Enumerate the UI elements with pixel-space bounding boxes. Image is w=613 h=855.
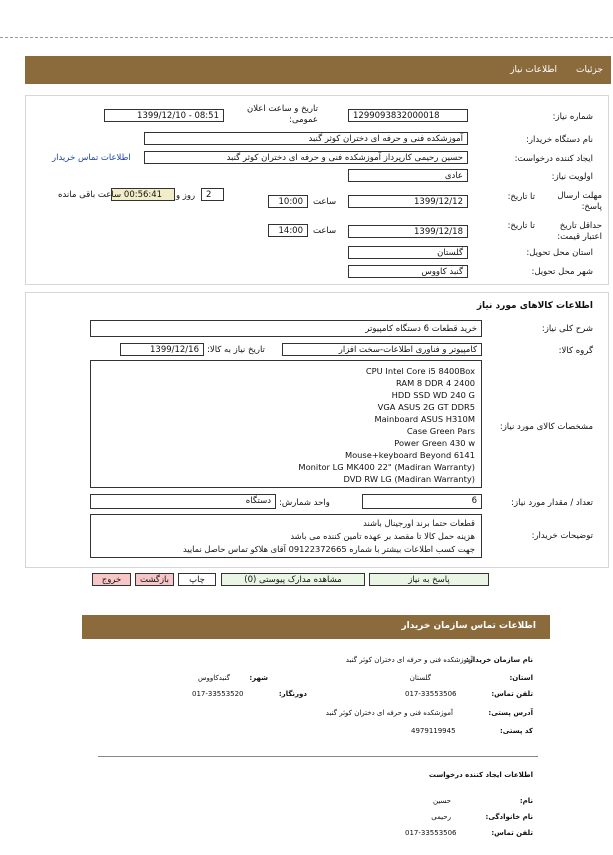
unit-field: دستگاه bbox=[90, 494, 276, 509]
tab-details[interactable]: جزئیات bbox=[576, 65, 603, 75]
validity-time-field: 14:00 bbox=[268, 224, 308, 237]
contact-org-value: آموزشکده فنی و حرفه ای دختران کوثر گنبد bbox=[345, 656, 473, 664]
need-date-field: 1399/12/16 bbox=[120, 343, 204, 356]
deadline-time-field: 10:00 bbox=[268, 195, 308, 208]
deadline-to-date-label: تا تاریخ: bbox=[507, 192, 535, 202]
countdown-field: 00:56:41 bbox=[111, 188, 175, 201]
creator-info-title: اطلاعات ایجاد کننده درخواست bbox=[428, 771, 533, 779]
contact-divider bbox=[98, 756, 538, 757]
priority-field: عادی bbox=[348, 169, 468, 182]
attachments-button[interactable]: مشاهده مدارک پیوستی (0) bbox=[221, 573, 365, 586]
contact-postal-label: کد پستی: bbox=[499, 727, 533, 735]
remaining-label-top: ساعت باقی مانده bbox=[58, 190, 122, 200]
spec-field bbox=[90, 360, 482, 488]
need-date-label: تاریخ نیاز به کالا: bbox=[207, 345, 265, 355]
notes-line: جهت کسب اطلاعات بیشتر با شماره 09122372665 آقای هلاکو تماس حاصل نمایید bbox=[182, 544, 475, 554]
top-divider bbox=[0, 37, 613, 38]
contact-address-label: آدرس پستی: bbox=[488, 709, 533, 717]
print-button[interactable]: چاپ bbox=[178, 573, 216, 586]
summary-field: خرید قطعات 6 دستگاه کامپیوتر bbox=[90, 320, 482, 337]
contact-city-label: شهر: bbox=[249, 674, 268, 682]
notes-label: توضیحات خریدار: bbox=[531, 531, 593, 541]
qty-label: تعداد / مقدار مورد نیاز: bbox=[511, 498, 593, 508]
contact-panel-header bbox=[82, 615, 550, 639]
contact-city-value: گنبدکاووس bbox=[197, 674, 230, 682]
creator-last-name-label: نام خانوادگی: bbox=[485, 813, 533, 821]
need-number-field: 1299093832000018 bbox=[348, 109, 468, 122]
exit-button[interactable]: خروج bbox=[92, 573, 131, 586]
buyer-org-label: نام دستگاه خریدار: bbox=[526, 135, 593, 145]
spec-line: HDD SSD WD 240 G bbox=[391, 390, 475, 400]
deadline-time-label: ساعت bbox=[313, 197, 337, 207]
announce-date-field: 1399/12/10 - 08:51 bbox=[104, 109, 224, 122]
spec-label: مشخصات کالای مورد نیاز: bbox=[499, 422, 593, 432]
deadline-date-field: 1399/12/12 bbox=[348, 195, 468, 208]
contact-address-value: آموزشکده فنی و حرفه ای دختران کوثر گنبد bbox=[325, 709, 453, 717]
days-remaining-field: 2 bbox=[201, 188, 224, 201]
announce-date-label: تاریخ و ساعت اعلان عمومی: bbox=[246, 104, 318, 125]
spec-line: Mainboard ASUS H310M bbox=[374, 414, 475, 424]
notes-line: قطعات حتما برند اورجینال باشند bbox=[363, 518, 475, 528]
notes-line: هزینه حمل کالا تا مقصد بر عهده تامین کننده می باشد bbox=[290, 531, 475, 541]
spec-line: Mouse+keyboard Beyond 6141 bbox=[344, 450, 475, 460]
goods-section-title: اطلاعات کالاهای مورد نیاز bbox=[476, 301, 593, 311]
creator-phone-label: تلفن تماس: bbox=[491, 829, 533, 837]
creator-first-name-label: نام: bbox=[519, 797, 533, 805]
province-field: گلستان bbox=[348, 246, 468, 259]
spec-line: Power Green 430 w bbox=[394, 438, 475, 448]
contact-panel-title: اطلاعات تماس سازمان خریدار bbox=[401, 621, 536, 631]
contact-province-label: استان: bbox=[509, 674, 533, 682]
creator-field: حسین رحیمی کارپرداز آموزشکده فنی و حرفه ای دختران کوثر گنبد bbox=[144, 151, 468, 164]
summary-label: شرح کلی نیاز: bbox=[541, 324, 593, 334]
validity-time-label: ساعت bbox=[313, 226, 337, 236]
unit-label: واحد شمارش: bbox=[279, 498, 330, 508]
validity-to-date-label: تا تاریخ: bbox=[507, 221, 535, 231]
creator-first-name-value: حسین bbox=[432, 797, 451, 805]
reply-button[interactable]: پاسخ به نیاز bbox=[369, 573, 489, 586]
contact-org-label: نام سازمان خریدار: bbox=[465, 656, 533, 664]
spec-line: RAM 8 DDR 4 2400 bbox=[395, 378, 475, 388]
city-field: گنبد کاووس bbox=[348, 265, 468, 278]
contact-phone-label: تلفن تماس: bbox=[491, 690, 533, 698]
qty-field: 6 bbox=[362, 494, 482, 509]
need-number-label: شماره نیاز: bbox=[552, 112, 593, 122]
validity-date-field: 1399/12/18 bbox=[348, 225, 468, 238]
spec-line: DVD RW LG (Madiran Warranty) bbox=[343, 474, 475, 484]
city-label: شهر محل تحویل: bbox=[531, 267, 593, 277]
page-header bbox=[25, 56, 611, 84]
creator-phone-value: 017-33553506 bbox=[405, 829, 457, 837]
validity-label: حداقل تاریخ اعتبار قیمت: bbox=[557, 221, 602, 242]
notes-field bbox=[90, 514, 482, 558]
back-button[interactable]: بازگشت bbox=[135, 573, 174, 586]
contact-postal-value: 4979119945 bbox=[411, 727, 456, 735]
contact-fax-label: دورنگار: bbox=[278, 690, 307, 698]
buyer-contact-link[interactable]: اطلاعات تماس خریدار bbox=[52, 153, 131, 163]
priority-label: اولویت نیاز: bbox=[551, 172, 593, 182]
spec-line: Monitor LG MK400 22" (Madiran Warranty) bbox=[298, 462, 475, 472]
province-label: استان محل تحویل: bbox=[526, 248, 593, 258]
tab-need-info[interactable]: اطلاعات نیاز bbox=[510, 65, 557, 75]
spec-line: CPU Intel Core i5 8400Box bbox=[365, 366, 475, 376]
creator-last-name-value: رحیمی bbox=[431, 813, 451, 821]
creator-label: ایجاد کننده درخواست: bbox=[514, 154, 593, 164]
group-label: گروه کالا: bbox=[558, 346, 593, 356]
group-field: کامپیوتر و فناوری اطلاعات-سخت افزار bbox=[282, 343, 482, 356]
contact-phone-value: 017-33553506 bbox=[405, 690, 457, 698]
spec-line: VGA ASUS 2G GT DDR5 bbox=[377, 402, 475, 412]
spec-line: Case Green Pars bbox=[406, 426, 475, 436]
contact-province-value: گلستان bbox=[409, 674, 431, 682]
deadline-label: مهلت ارسال پاسخ: bbox=[557, 191, 602, 212]
buyer-org-field: آموزشکده فنی و حرفه ای دختران کوثر گنبد bbox=[144, 132, 468, 145]
contact-fax-value: 017-33553520 bbox=[192, 690, 244, 698]
days-label: روز و bbox=[176, 191, 196, 201]
